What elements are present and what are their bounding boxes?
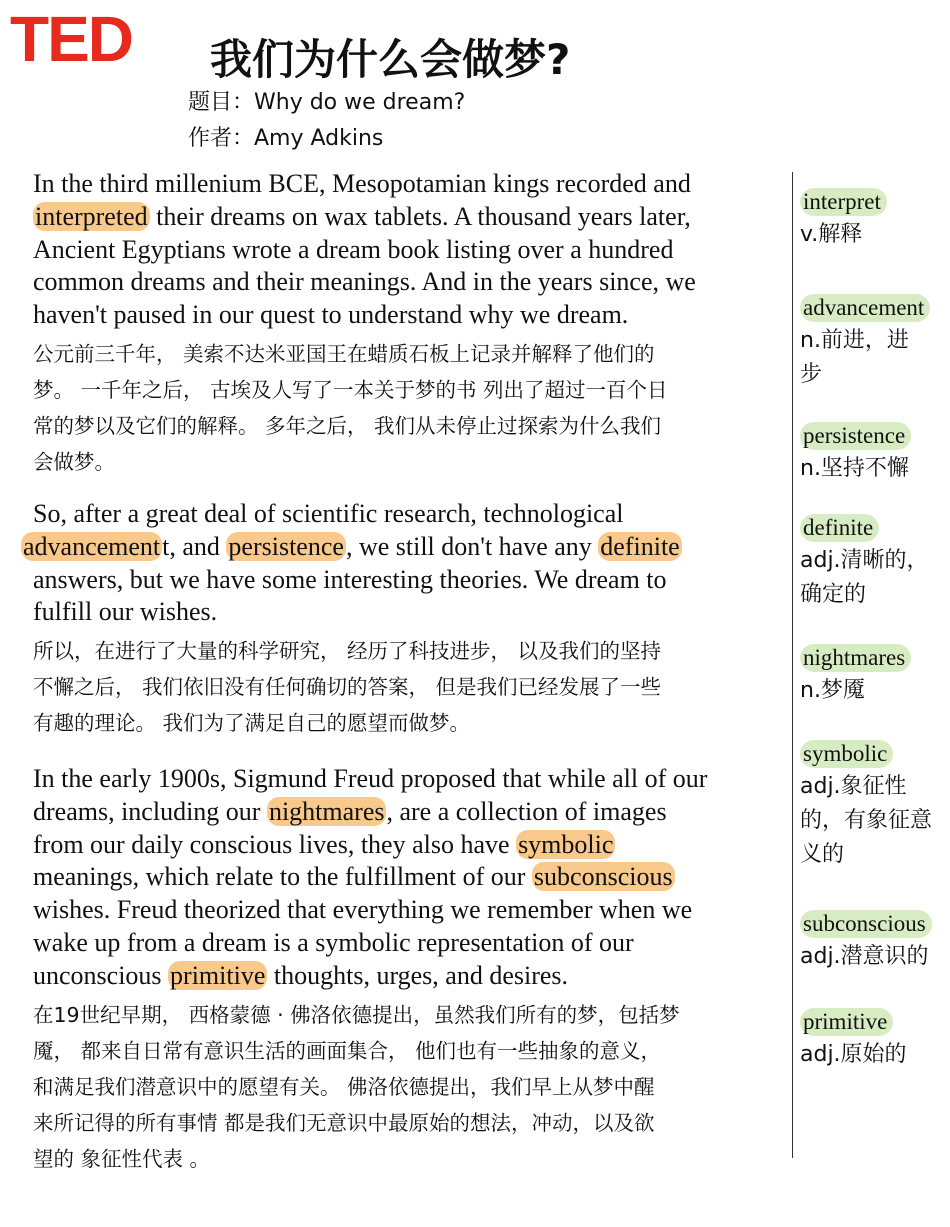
vocab-entry-nightmares xyxy=(800,644,950,708)
vocab-word: interpret xyxy=(800,188,887,216)
text-line: 梦。 一千年之后， 古埃及人写了一本关于梦的书 列出了超过一百个日 xyxy=(33,377,668,402)
vocab-entry-subconscious xyxy=(800,910,950,974)
english-text xyxy=(33,168,696,332)
text-line: 魇， 都来自日常有意识生活的画面集合， 他们也有一些抽象的意义， xyxy=(33,1038,662,1063)
vocab-entry-persistence xyxy=(800,422,950,486)
text-line: Ancient Egyptians wrote a dream book listing over a hundred xyxy=(33,234,674,264)
text-line: answers, but we have some interesting theories. We dream to xyxy=(33,564,667,594)
text-line: haven't paused in our quest to understand why we dream. xyxy=(33,300,629,330)
vocab-word: subconscious xyxy=(800,910,932,938)
text-line xyxy=(33,201,696,234)
text-line: In the third millenium BCE, Mesopotamian kings recorded and xyxy=(33,169,691,198)
vocab-gloss: adj.象征性的，有象征意义的 xyxy=(800,774,933,867)
vocab-entry-primitive xyxy=(800,1008,950,1072)
text-span: t, and xyxy=(162,531,227,561)
text-span: dreams, including our xyxy=(33,796,267,826)
page-title: 我们为什么会做梦? xyxy=(210,35,571,84)
english-text xyxy=(21,498,682,629)
vocab-gloss: n.梦魇 xyxy=(800,678,865,703)
vocab-gloss: n.坚持不懈 xyxy=(800,456,909,481)
text-line: So, after a great deal of scientific research, technological xyxy=(33,499,624,528)
paragraph-3 xyxy=(33,763,707,1177)
vocab-word: nightmares xyxy=(800,644,911,672)
vocab-gloss: adj.原始的 xyxy=(800,1042,907,1067)
text-span: unconscious xyxy=(33,960,169,990)
text-line: 所以，在进行了大量的科学研究， 经历了科技进步， 以及我们的坚持 xyxy=(33,639,662,664)
highlighted-word: persistence xyxy=(228,531,344,561)
highlighted-word: primitive xyxy=(170,960,266,990)
text-line: fulfill our wishes. xyxy=(33,597,218,627)
text-line: 会做梦。 xyxy=(33,449,115,474)
highlighted-word: advancement xyxy=(23,531,161,561)
vocab-entry-symbolic xyxy=(800,740,950,872)
vocab-word: primitive xyxy=(800,1008,893,1036)
text-line xyxy=(33,796,707,829)
chinese-translation xyxy=(33,997,707,1177)
text-span: , we still don't have any xyxy=(345,531,599,561)
text-line: 常的梦以及它们的解释。 多年之后， 我们从未停止过探索为什么我们 xyxy=(33,413,662,438)
highlighted-word: subconscious xyxy=(533,862,673,892)
text-line: common dreams and their meanings. And in the years since, we xyxy=(33,267,696,297)
column-divider xyxy=(792,172,793,1158)
vocab-gloss: v.解释 xyxy=(800,222,863,247)
author-line: 作者：Amy Adkins xyxy=(188,126,384,151)
text-line xyxy=(21,531,682,564)
vocab-gloss: adj.清晰的，确定的 xyxy=(800,548,929,607)
vocab-word: symbolic xyxy=(800,740,893,768)
ted-logo: TED xyxy=(10,3,132,75)
text-line: 望的 象征性代表 。 xyxy=(33,1146,211,1171)
text-line: 和满足我们潜意识中的愿望有关。 佛洛依德提出，我们早上从梦中醒 xyxy=(33,1074,655,1099)
text-line: 来所记得的所有事情 都是我们无意识中最原始的想法，冲动，以及欲 xyxy=(33,1110,655,1135)
text-line: wishes. Freud theorized that everything we remember when we xyxy=(33,895,693,925)
vocab-gloss: n.前进，进步 xyxy=(800,328,909,387)
vocab-entry-advancement xyxy=(800,294,950,392)
text-span: meanings, which relate to the fulfillment of our xyxy=(33,862,532,892)
text-span: their dreams on wax tablets. A thousand years later, xyxy=(149,201,691,231)
english-text xyxy=(33,763,707,993)
chinese-translation xyxy=(21,633,682,741)
vocab-word: definite xyxy=(800,514,879,542)
text-span: thoughts, urges, and desires. xyxy=(267,960,569,990)
text-line: 在19世纪早期， 西格蒙德 · 佛洛依德提出，虽然我们所有的梦，包括梦 xyxy=(33,1002,680,1027)
chinese-translation xyxy=(33,336,696,480)
text-line xyxy=(33,861,707,894)
highlighted-word: nightmares xyxy=(268,796,385,826)
text-line: wake up from a dream is a symbolic representation of our xyxy=(33,927,634,957)
text-line: In the early 1900s, Sigmund Freud proposed that while all of our xyxy=(33,764,708,793)
text-line: 公元前三千年， 美索不达米亚国王在蜡质石板上记录并解释了他们的 xyxy=(33,341,655,366)
text-line: 不懈之后， 我们依旧没有任何确切的答案， 但是我们已经发展了一些 xyxy=(33,675,662,700)
highlighted-word: symbolic xyxy=(518,829,614,859)
text-span: , are a collection of images xyxy=(386,796,667,826)
text-line xyxy=(33,960,707,993)
text-line xyxy=(33,829,707,862)
subtitle-line: 题目：Why do we dream? xyxy=(188,90,466,115)
vocab-word: advancement xyxy=(800,294,930,322)
vocab-entry-interpret xyxy=(800,188,950,252)
paragraph-2 xyxy=(21,498,682,741)
text-line: 有趣的理论。 我们为了满足自己的愿望而做梦。 xyxy=(33,711,471,736)
vocab-word: persistence xyxy=(800,422,911,450)
highlighted-word: interpreted xyxy=(35,201,148,231)
vocab-gloss: adj.潜意识的 xyxy=(800,944,929,969)
paragraph-1 xyxy=(33,168,696,480)
vocab-entry-definite xyxy=(800,514,950,612)
text-span: from our daily conscious lives, they also have xyxy=(33,829,517,859)
highlighted-word: definite xyxy=(600,531,680,561)
